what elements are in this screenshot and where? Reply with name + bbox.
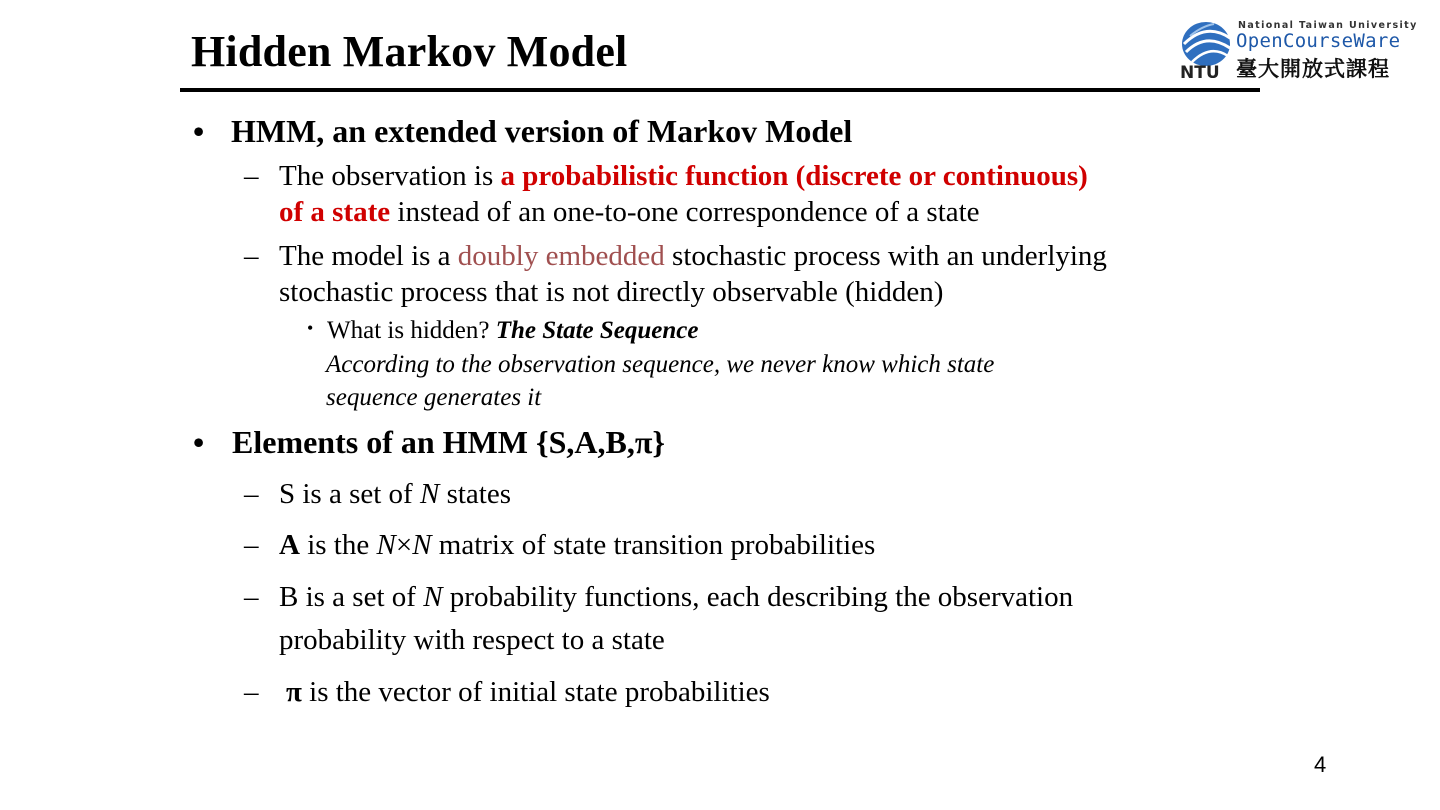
subsub-hidden-line1 <box>327 317 698 345</box>
element-pi-symbol: π <box>286 676 302 708</box>
element-a-pre: is the <box>299 529 377 561</box>
sub-observation-line2 <box>279 196 980 229</box>
bullet-elements <box>232 424 665 461</box>
bullet-elements-text: Elements of an HMM {S,A,B, <box>232 424 635 460</box>
element-b-post: probability functions, each describing the observation <box>442 581 1074 613</box>
page-number: 4 <box>1314 752 1327 777</box>
logo-opencourseware: OpenCourseWare <box>1236 30 1401 52</box>
sub-model-highlight: doubly embedded <box>457 240 665 272</box>
logo-mark: NTU <box>1180 63 1220 82</box>
sub-observation-pre: The observation is <box>279 160 501 192</box>
element-a <box>279 529 875 562</box>
bullet-marker: • <box>193 424 205 460</box>
sub-dash: – <box>244 581 259 613</box>
sub-dash: – <box>244 160 259 192</box>
title-divider <box>180 88 1260 92</box>
sub-observation-highlight: a probabilistic function (discrete or continuous) <box>500 160 1088 192</box>
sub-model-pre: The model is a <box>279 240 458 272</box>
subsub-hidden-pre: What is hidden? <box>327 317 496 344</box>
element-pi-post: is the vector of initial state probabilities <box>301 676 770 708</box>
pi-symbol: π <box>634 424 653 460</box>
bullet-elements-close: } <box>652 424 665 460</box>
sub-observation-highlight-2: of a state <box>279 196 391 228</box>
element-b-n: N <box>423 581 443 613</box>
element-s <box>279 478 511 511</box>
logo-chinese-name: 臺大開放式課程 <box>1236 57 1390 81</box>
element-b-line2: probability with respect to a state <box>279 624 665 656</box>
sub-dash: – <box>244 240 259 272</box>
bullet-hmm: HMM, an extended version of Markov Model <box>231 113 853 149</box>
subsub-hidden-answer: The State Sequence <box>495 317 699 344</box>
sub-observation-post: instead of an one-to-one correspondence of a state <box>390 196 980 228</box>
element-b-pre: B is a set of <box>279 581 424 613</box>
subsub-hidden-line2: According to the observation sequence, we never know which state <box>326 351 995 378</box>
sub-dash: – <box>244 529 259 561</box>
sub-dash: – <box>244 676 259 708</box>
ntu-ocw-logo <box>1172 16 1422 82</box>
bullet-marker: • <box>193 113 205 149</box>
sub-model-line1 <box>279 240 1107 273</box>
subsub-bullet: • <box>307 318 314 338</box>
element-a-symbol: A <box>279 529 300 561</box>
sub-dash: – <box>244 478 259 510</box>
element-a-n1: N <box>376 529 396 561</box>
element-a-post: matrix of state transition probabilities <box>431 529 876 561</box>
element-s-post: states <box>439 478 511 510</box>
globe-icon <box>1172 16 1236 82</box>
times-symbol: × <box>395 529 413 561</box>
element-s-pre: S is a set of <box>279 478 420 510</box>
logo-university: National Taiwan University <box>1238 20 1418 31</box>
element-a-n2: N <box>412 529 432 561</box>
sub-model-line2: stochastic process that is not directly observable (hidden) <box>279 276 944 308</box>
subsub-hidden-line3: sequence generates it <box>326 384 542 411</box>
element-s-n: N <box>419 478 440 510</box>
element-pi <box>286 676 770 709</box>
sub-observation-line1 <box>279 160 1088 193</box>
element-b-line1 <box>279 581 1073 614</box>
slide-title: Hidden Markov Model <box>191 27 628 76</box>
sub-model-post: stochastic process with an underlying <box>664 240 1107 272</box>
